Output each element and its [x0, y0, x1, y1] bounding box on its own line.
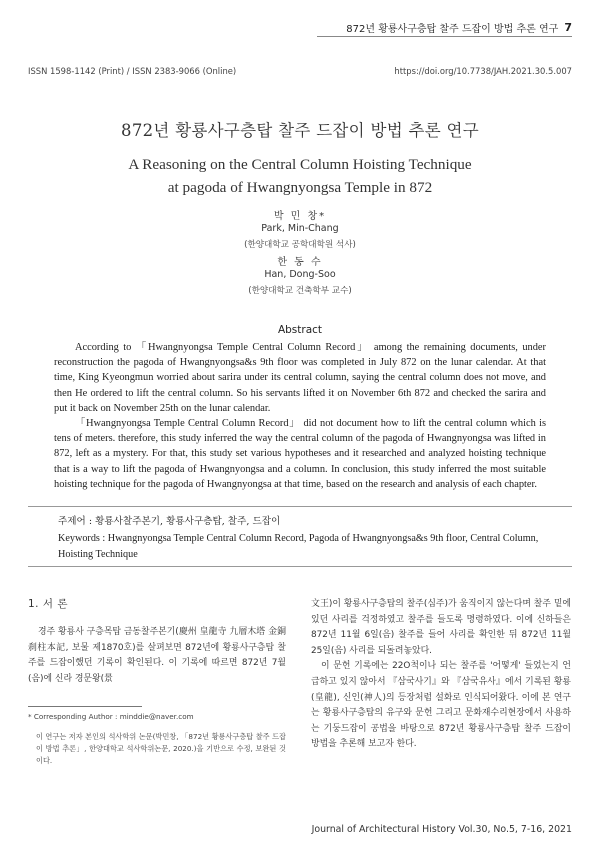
title-english-line-1: A Reasoning on the Central Column Hoisting Technique: [128, 156, 472, 173]
doi-link[interactable]: https://doi.org/10.7738/JAH.2021.30.5.007: [394, 66, 572, 76]
body-paragraph-right-1: 文王)이 황룡사구층탑의 찰주(심주)가 움직이지 않는다며 찰주 밑에 있던 사리를 걱정하였고 찰주를 들도록 명령하였다. 이에 신하들은 872년 11월 6일(음) 찰주를 들어 사리를 확인한 뒤 872년 11월 25일(음) 사리를 되돌려놓았다.: [311, 599, 571, 656]
title-english-line-2: at pagoda of Hwangnyongsa Temple in 872: [167, 179, 433, 196]
footnote-thesis-note: 이 연구는 저자 본인의 석사학위 논문(박민창, 「872년 황룡사구층탑 찰주 드잡이 방법 추론」, 한양대학교 석사학위논문, 2020.)을 기반으로 수정, 보완된 것이다.: [36, 732, 286, 765]
author-1-name-korean: 박 민 창*: [273, 211, 327, 222]
page-number: 7: [564, 21, 572, 34]
section-heading: 1. 서 론: [28, 598, 68, 610]
keywords-top-divider: [28, 506, 572, 507]
author-2-affiliation: (한양대학교 건축학부 교수): [248, 286, 352, 296]
body-column-left: [28, 596, 286, 687]
issn-line: ISSN 1598-1142 (Print) / ISSN 2383-9066 (Online): [28, 66, 237, 76]
footnote-corresponding-author: * Corresponding Author : minddie@naver.com: [28, 712, 194, 721]
keywords-english: Keywords : Hwangnyongsa Temple Central Column Record, Pagoda of Hwangnyongsa&s 9th floor, Central Column, Hoisting Technique: [58, 532, 539, 560]
abstract-heading: Abstract: [277, 324, 323, 336]
author-2-name-english: Han, Dong-Soo: [264, 269, 336, 280]
abstract-paragraph-2: 「Hwangnyongsa Temple Central Column Record」 did not document how to lift the central column which is tens of meters. therefore, this study inferred the way the central column of the pagoda of Hwangnyongsa was lifted in 872, left as a mystery. For that, this study set various hypotheses and it researched and analyzed hoisting technique that is a way to lift the pagoda of Hwangnyongsa and a column. In conclusion, this study inferred the most suitable hoisting technique for the pagoda of Hwangnyongsa at that time, based on the research and analysis of each chapter.: [54, 418, 546, 490]
running-head: [346, 20, 572, 35]
author-2-name-korean: 한 동 수: [277, 257, 323, 268]
abstract-body: [54, 340, 546, 492]
keywords-bottom-divider: [28, 566, 572, 567]
author-1-name-english: Park, Min-Chang: [261, 223, 339, 234]
author-1-affiliation: (한양대학교 공학대학원 석사): [244, 240, 356, 250]
abstract-paragraph-1: According to 「Hwangnyongsa Temple Central Column Record」 among the remaining documents, under reconstruction the pagoda of Hwangnyongsa&s 9th floor was completed in July 872 on the lunar calendar. At that time, King Kyeongmun worried about sarira under its central column, saying the central column does not move, and then He ordered to lift the central column. So his servants lifted it on November 6th 872 and checked the sarira and put it back on November 25th on the lunar calendar.: [54, 342, 546, 414]
footnote-divider: [28, 706, 142, 707]
running-head-title: 872년 황룡사구층탑 찰주 드잡이 방법 추론 연구: [346, 24, 559, 35]
journal-footer: Journal of Architectural History Vol.30, No.5, 7-16, 2021: [311, 824, 572, 835]
body-paragraph-left: 경주 황룡사 구층목탑 금동찰주본기(慶州 皇龍寺 九層木塔 金銅刹柱本記, 보물 제1870호)를 살펴보면 872년에 황룡사구층탑 찰주를 드잡이했던 기록이 확인된다. 이 기록에 따르면 872년 7월(음)에 신라 경문왕(景: [28, 627, 286, 684]
body-paragraph-right-2: 이 문헌 기록에는 22O척이나 되는 찰주를 '어떻게' 들었는지 언급하고 있지 않아서 『삼국사기』와 『삼국유사』에서 기록된 황룡(皇龍), 신인(神人)의 등장처럼 설화로 인식되어왔다. 이에 본 연구는 황룡사구층탑의 유구와 문헌 그리고 문화재수리현장에서 사용하는 기둥드잡이 공법을 바탕으로 872년 황룡사구층탑 찰주 드잡이 방법을 추론해 보고자 한다.: [311, 661, 571, 750]
keywords-korean: 주제어 : 황룡사찰주본기, 황룡사구층탑, 찰주, 드잡이: [58, 516, 281, 527]
title-korean: 872년 황룡사구층탑 찰주 드잡이 방법 추론 연구: [121, 121, 479, 140]
body-column-right: [311, 597, 571, 753]
header-divider: [317, 36, 572, 37]
title-english: [0, 153, 600, 199]
keywords-block: [58, 514, 544, 564]
